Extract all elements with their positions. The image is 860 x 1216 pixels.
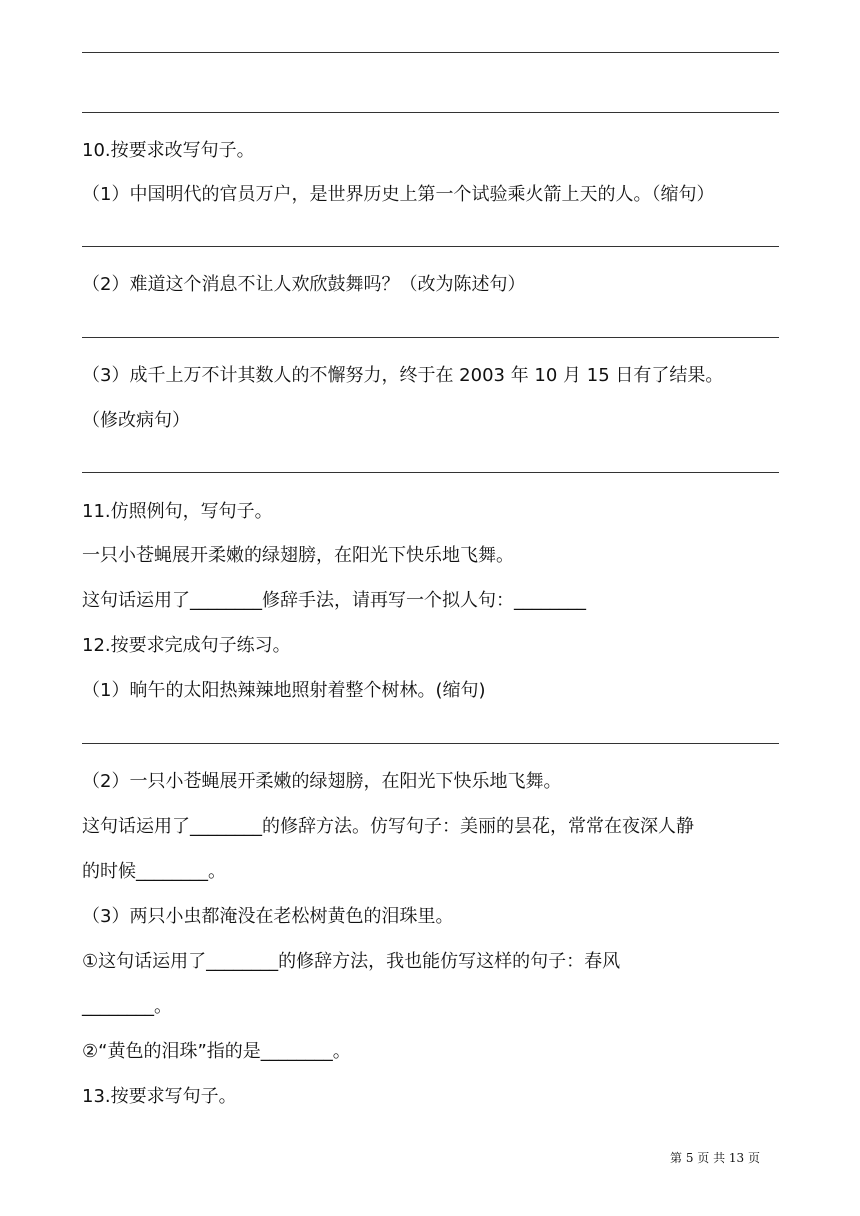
- q10-item3-line2: （修改病句）: [82, 410, 190, 431]
- q12-item2: （2）一只小苍蝇展开柔嫩的绿翅膀，在阳光下快乐地飞舞。: [82, 771, 562, 792]
- q11-title: 11.仿照例句，写句子。: [82, 501, 273, 522]
- answer-line-q10-3: [82, 472, 779, 473]
- q10-title: 10.按要求改写句子。: [82, 140, 255, 161]
- q12-title: 12.按要求完成句子练习。: [82, 635, 291, 656]
- q12-item3-sub2: ②“黄色的泪珠”指的是________。: [82, 1041, 351, 1062]
- answer-line-q10-1: [82, 246, 779, 247]
- answer-line-top: [82, 52, 779, 53]
- q12-item3: （3）两只小虫都淹没在老松树黄色的泪珠里。: [82, 906, 454, 927]
- q12-item3-sub1-line2: ________。: [82, 996, 172, 1017]
- q10-item3-line1: （3）成千上万不计其数人的不懈努力，终于在 2003 年 10 月 15 日有了结果。: [82, 365, 724, 386]
- q12-item1: （1）晌午的太阳热辣辣地照射着整个树林。(缩句): [82, 680, 486, 701]
- q12-item2-prompt-line1: 这句话运用了________的修辞方法。仿写句子：美丽的昙花，常常在夜深人静: [82, 816, 694, 837]
- q10-item1: （1）中国明代的官员万户，是世界历史上第一个试验乘火箭上天的人。（缩句）: [82, 184, 715, 205]
- q12-item3-sub1-line1: ①这句话运用了________的修辞方法，我也能仿写这样的句子：春风: [82, 951, 621, 972]
- q13-title: 13.按要求写句子。: [82, 1086, 237, 1107]
- answer-line-q12-1: [82, 743, 779, 744]
- page-number: 第 5 页 共 13 页: [670, 1151, 760, 1165]
- answer-line-q10-2: [82, 337, 779, 338]
- q11-prompt: 这句话运用了________修辞手法，请再写一个拟人句：________: [82, 590, 586, 611]
- q10-item2: （2）难道这个消息不让人欢欣鼓舞吗？（改为陈述句）: [82, 274, 526, 295]
- answer-line-q9: [82, 112, 779, 113]
- q12-item2-prompt-line2: 的时候________。: [82, 861, 226, 882]
- q11-example: 一只小苍蝇展开柔嫩的绿翅膀，在阳光下快乐地飞舞。: [82, 545, 514, 566]
